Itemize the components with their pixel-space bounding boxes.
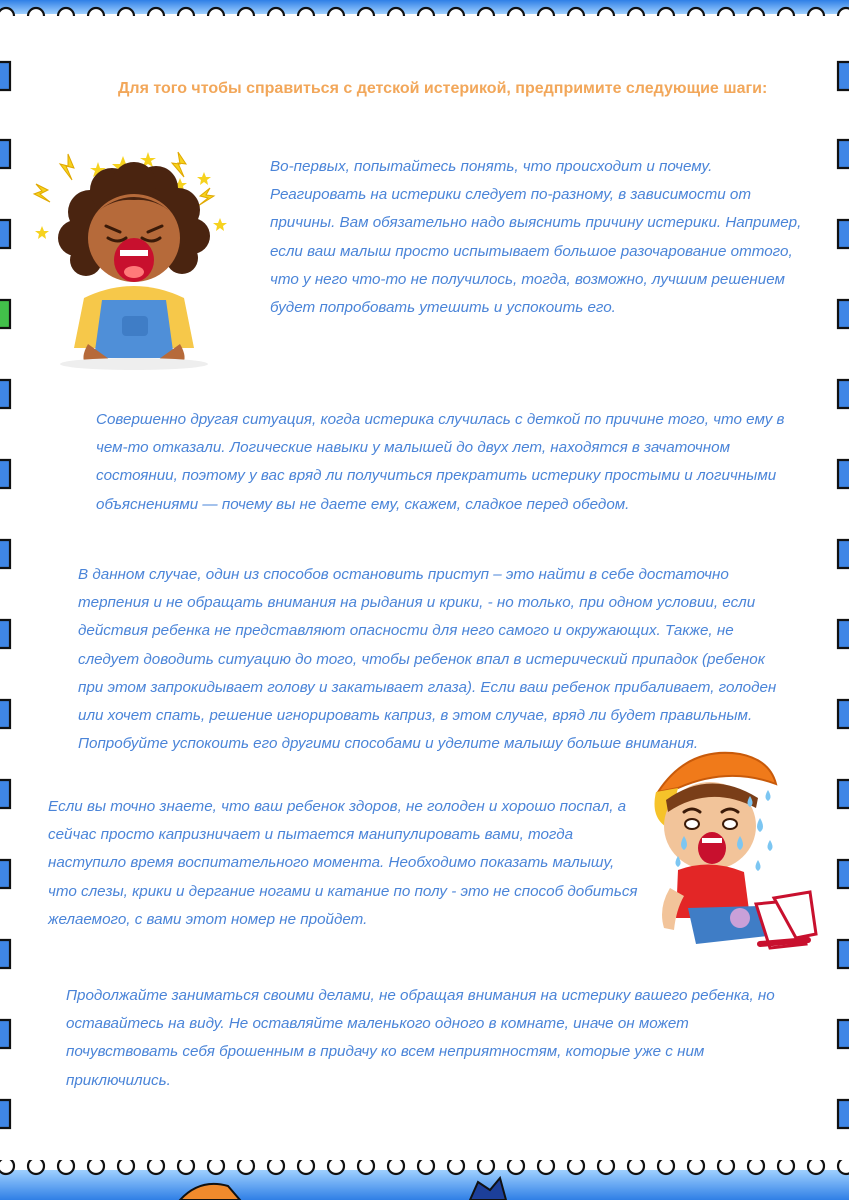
- crying-girl-illustration: [28, 148, 238, 370]
- paragraph-2: Совершенно другая ситуация, когда истерика случилась с деткой по причине того, что ему в чем-то отказали. Логические навыки у малышей до двух лет, находятся в зачаточном состоянии, поэтому у вас вряд ли получиться прекратить истерику простыми и логичными объяснениями — почему вы не даете ему, скажем, сладкое перед обедом.: [96, 411, 785, 513]
- paragraph-3: В данном случае, один из способов остановить приступ – это найти в себе достаточно терпения и не обращать внимания на рыдания и крики, - но только, при одном условии, если действия ребенка не представляют опасности для него самого и окружающих. Также, не следует доводить ситуацию до того, чтобы ребенок впал в истерический припадок (ребенок при этом запрокидывает голову и закатывает глаза). Если ваш ребенок прибаливает, голоден или хочет спать, решение игнорировать каприз, в этом случае, вряд ли будет правильным. Попробуйте успокоить его другими способами и уделите малышу больше внимания.: [78, 566, 777, 753]
- article-title: Для того чтобы справиться с детской истерикой, предпримите следующие шаги:: [118, 80, 768, 97]
- crying-boy-illustration: [648, 748, 818, 960]
- paragraph-1: Во-первых, попытайтесь понять, что происходит и почему. Реагировать на истерики следует по-разному, в зависимости от причины. Вам обязательно надо выяснить причину истерики. Например, если ваш малыш просто испытывает большое разочарование оттого, что у него что-то не получилось, тогда, возможно, лучшим решением будет попробовать утешить и успокоить его.: [270, 158, 802, 317]
- paragraph-5: Продолжайте заниматься своими делами, не обращая внимания на истерику вашего ребенка, но оставайтесь на виду. Не оставляйте маленького одного в комнате, иначе он может почувствовать себя брошенным в придачу ко всем неприятностям, которые уже с ним приключились.: [66, 987, 775, 1089]
- paragraph-4: Если вы точно знаете, что ваш ребенок здоров, не голоден и хорошо поспал, а сейчас просто капризничает и пытается манипулировать вами, тогда наступило время воспитательного момента. Необходимо показать малышу, что слезы, крики и дергание ногами и катание по полу - это не способ добиться желаемого, с вами этот номер не пройдет.: [48, 798, 638, 928]
